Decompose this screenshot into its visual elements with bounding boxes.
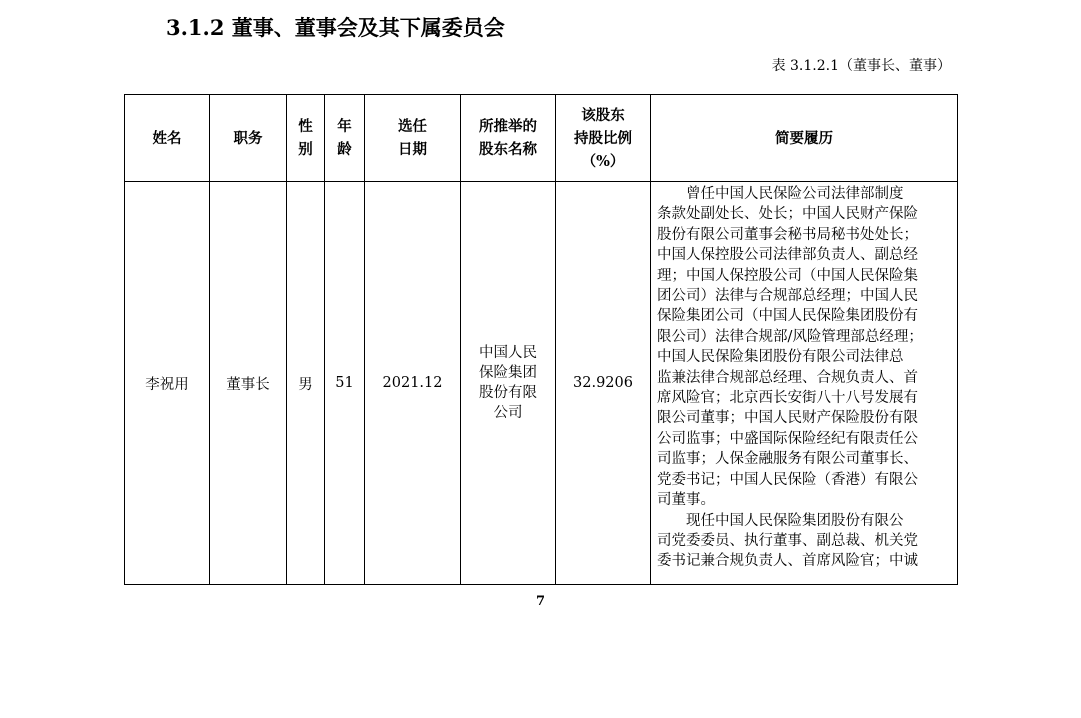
header-row [125, 95, 958, 182]
header-3 [325, 95, 365, 182]
header-line: 该股东 [581, 106, 625, 124]
header-line: 职务 [233, 129, 263, 147]
section-title: 3.1.2 董事、董事会及其下属委员会 [166, 15, 505, 40]
bio-line: 监兼法律合规部总经理、合规负责人、首 [657, 369, 918, 386]
header-line: 性 [298, 118, 313, 135]
header-0 [125, 95, 210, 182]
shareholder-line: 保险集团 [479, 365, 537, 381]
bio-line: 中国人保控股公司法律部负责人、副总经 [657, 247, 918, 264]
cell-date: 2021.12 [365, 182, 461, 585]
bio-line: 股份有限公司董事会秘书局秘书处处长； [657, 226, 918, 243]
cell-age: 51 [325, 182, 365, 585]
header-line: （%） [581, 152, 625, 170]
directors-table [124, 94, 958, 585]
cell-ratio: 32.9206 [556, 182, 651, 585]
bio-line: 保险集团公司（中国人民保险集团股份有 [657, 308, 918, 325]
bio-line: 理；中国人保控股公司（中国人民保险集 [657, 267, 918, 284]
header-line: 持股比例 [574, 129, 632, 147]
bio-line: 团公司）法律与合规部总经理；中国人民 [657, 288, 918, 305]
shareholder-line: 中国人民 [479, 345, 537, 361]
bio-line: 公司监事；中盛国际保险经纪有限责任公 [657, 430, 918, 447]
cell-gender: 男 [287, 182, 325, 585]
bio-line: 党委书记；中国人民保险（香港）有限公 [657, 471, 918, 488]
table-caption: 表 3.1.2.1（董事长、董事） [771, 58, 951, 74]
cell-shareholder [461, 182, 556, 585]
header-label: 选任日期 [398, 118, 427, 158]
header-6 [556, 95, 651, 182]
header-line: 别 [298, 141, 313, 158]
cell-name: 李祝用 [125, 182, 210, 585]
bio-line: 曾任中国人民保险公司法律部制度 [686, 186, 904, 202]
bio-line: 司董事。 [657, 492, 715, 509]
bio-line: 现任中国人民保险集团股份有限公 [686, 512, 904, 529]
header-2 [287, 95, 325, 182]
header-line: 姓名 [152, 129, 182, 147]
header-line: 龄 [337, 141, 352, 158]
shareholder-line: 公司 [493, 405, 523, 421]
bio-line: 席风险官；北京西长安街八十八号发展有 [657, 390, 918, 407]
bio-line: 委书记兼合规负责人、首席风险官；中诚 [657, 553, 918, 570]
bio-line: 限公司）法律合规部/风险管理部总经理； [657, 328, 923, 345]
bio-line: 司党委委员、执行董事、副总裁、机关党 [657, 532, 918, 549]
header-line: 简要履历 [775, 129, 833, 147]
cell-bio [651, 182, 958, 585]
header-5 [461, 95, 556, 182]
bio-line: 条款处副处长、处长；中国人民财产保险 [657, 206, 918, 223]
table-row [125, 182, 958, 585]
header-line: 年 [337, 118, 352, 135]
cell-position: 董事长 [210, 182, 287, 585]
bio-line: 中国人民保险集团股份有限公司法律总 [657, 349, 904, 366]
header-line: 所推举的 [479, 118, 537, 135]
header-7 [651, 95, 958, 182]
header-line: 股东名称 [479, 141, 537, 158]
page-number: 7 [536, 594, 546, 609]
header-1 [210, 95, 287, 182]
header-4 [365, 95, 461, 182]
bio-line: 司监事；人保金融服务有限公司董事长、 [657, 451, 918, 468]
shareholder-line: 股份有限 [479, 385, 537, 401]
bio-line: 限公司董事；中国人民财产保险股份有限 [657, 410, 918, 427]
